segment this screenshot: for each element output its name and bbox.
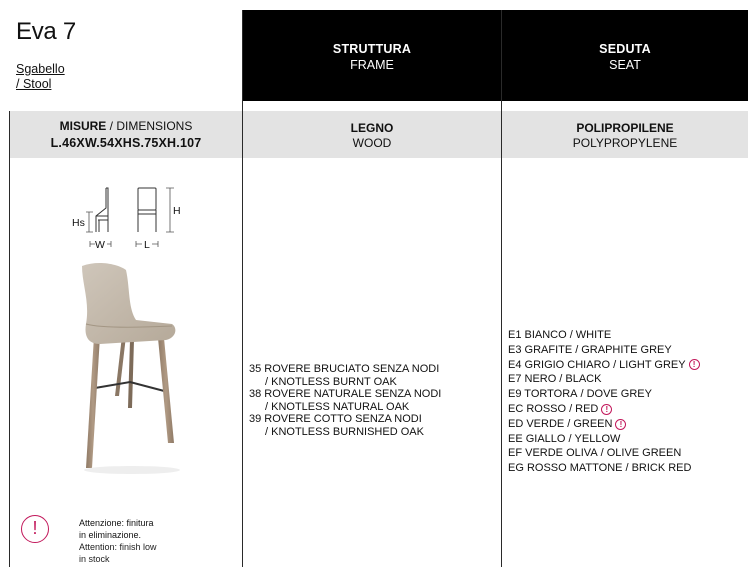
dimensions-label-en: DIMENSIONS	[116, 119, 193, 133]
frame-header-en: FRAME	[350, 58, 394, 72]
seat-header-en: SEAT	[609, 58, 641, 72]
seat-color-item: EC ROSSO / RED !	[508, 402, 700, 417]
seat-color-item: E3 GRAFITE / GRAPHITE GREY	[508, 343, 672, 356]
seat-color-item: ED VERDE / GREEN !	[508, 417, 700, 432]
dim-label-w: W	[95, 239, 105, 251]
wood-label-it: LEGNO	[350, 121, 394, 135]
warning-icon: !	[689, 359, 700, 370]
seat-color-item: EG ROSSO MATTONE / BRICK RED	[508, 462, 692, 475]
divider-left	[9, 111, 10, 567]
back-leg	[115, 336, 126, 396]
seat-color-item: EE GIALLO / YELLOW	[508, 432, 621, 445]
seat-shell	[82, 263, 175, 344]
product-subtitle	[16, 62, 65, 92]
dim-label-hs: Hs	[72, 217, 85, 229]
front-view-icon	[138, 188, 156, 232]
seat-color-item: EF VERDE OLIVA / OLIVE GREEN	[508, 447, 682, 460]
dimensions-value: L.46XW.54XHS.75XH.107	[50, 136, 202, 150]
poly-label-it: POLIPROPILENE	[576, 121, 674, 135]
divider-1	[242, 10, 243, 567]
side-view-icon	[96, 188, 108, 232]
seat-color-item: E4 GRIGIO CHIARO / LIGHT GREY !	[508, 358, 700, 373]
poly-label-en: POLYPROPYLENE	[572, 136, 678, 150]
seat-colors-list	[508, 328, 700, 476]
seat-color-item: E9 TORTORA / DOVE GREY	[508, 388, 652, 401]
wood-label-en: WOOD	[352, 136, 392, 150]
wood-finish-item: 38 ROVERE NATURALE SENZA NODI / KNOTLESS NATURAL OAK	[249, 388, 442, 413]
seat-header-it: SEDUTA	[599, 42, 651, 56]
product-subtitle-en: / Stool	[16, 77, 52, 91]
dim-label-l: L	[144, 239, 150, 251]
warning-icon: !	[615, 419, 626, 430]
dimensions-subheader: MISURE / DIMENSIONS L.46XW.54XHS.75XH.107	[10, 111, 242, 158]
warning-icon: !	[601, 404, 612, 415]
product-subtitle-it: Sgabello	[16, 62, 65, 76]
frame-header	[243, 10, 501, 101]
frame-header-it: STRUTTURA	[332, 42, 412, 56]
wood-subheader	[243, 111, 501, 158]
hs-dimension-marker	[86, 212, 93, 232]
seat-color-item: E1 BIANCO / WHITE	[508, 329, 612, 341]
poly-subheader	[502, 111, 748, 158]
warning-circle-icon: !	[21, 515, 49, 543]
wood-finishes-list	[249, 363, 441, 438]
back-leg	[128, 340, 134, 408]
dim-label-h: H	[173, 205, 181, 217]
seat-header	[502, 10, 748, 101]
dimensions-label-it: MISURE	[59, 119, 107, 133]
divider-2	[501, 10, 502, 567]
low-stock-note: Attenzione: finitura in eliminazione. Attention: finish low in stock	[79, 518, 157, 564]
product-title: Eva 7	[16, 18, 76, 45]
seat-color-item: E7 NERO / BLACK	[508, 373, 602, 386]
stool-product-image	[70, 258, 210, 478]
wood-finish-item: 39 ROVERE COTTO SENZA NODI / KNOTLESS BURNISHED OAK	[249, 413, 424, 438]
dimension-schematic	[66, 182, 192, 254]
wood-finish-item: 35 ROVERE BRUCIATO SENZA NODI / KNOTLESS BURNT OAK	[249, 363, 440, 388]
front-leg	[86, 336, 100, 468]
